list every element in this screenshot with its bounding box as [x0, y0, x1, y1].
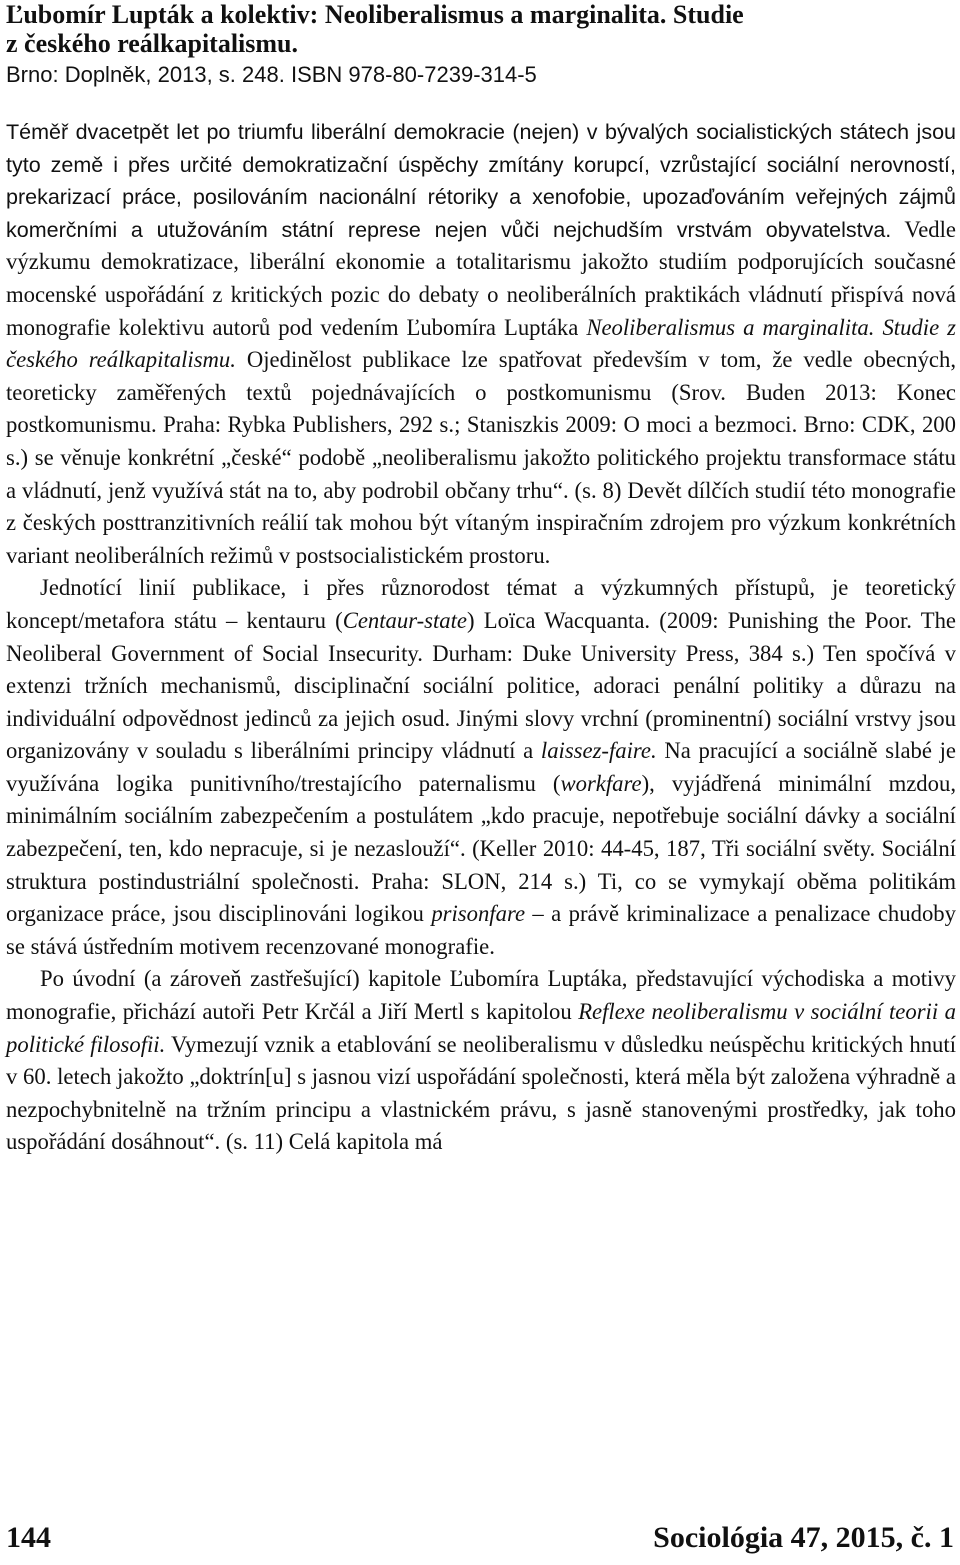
journal-citation: Sociológia 47, 2015, č. 1 [653, 1521, 954, 1554]
prisonfare-term: prisonfare [431, 901, 526, 927]
paragraph-1-text-b: Ojedinělost publikace lze spatřovat především v tom, že vedle obecných, teoreticky zaměřených textů pojednávajících o postkomunismu (Srov. Buden 2013: Konec postkomunismu. Praha: Rybka Publishers, 292 s.; Staniszkis 2009: O moci a bezmoci. Brno: CDK, 200 s.) se věnuje konkrétní „české“ podobě „neoliberalismu jakožto politického projektu transformace státu a vládnutí, jenž využívá stát na to, aby podrobil občany trhu“. (s. 8) Devět dílčích studií této monografie z českých posttranzitivních reálií tak mohou být vítaným inspiračním zdrojem pro výzkum konkrétních variant neoliberálních režimů v postsocialistickém prostoru. [6, 347, 957, 568]
paragraph-3-text-a: Po úvodní (a zároveň zastřešující) kapitole Ľubomíra Luptáka, představující východiska a motivy monografie, přichází autoři Petr Krčál a Jiří Mertl s kapitolou [6, 966, 956, 1025]
centaur-state-term: Centaur-state [342, 607, 468, 633]
paragraph-3 [6, 963, 956, 1159]
chapter-title: Reflexe neoliberalismu v sociální teorii a politické filosofii. [6, 999, 956, 1057]
review-heading [6, 0, 956, 58]
heading-line-1: Ľubomír Lupták a kolektiv: Neoliberalismus a marginalita. Studie [6, 0, 744, 29]
paragraph-2 [6, 572, 956, 963]
paragraph-3-text-b: Vymezují vznik a etablování se neoliberalismu v důsledku neúspěchu kritických hnutí v 60. letech jakožto „doktrín[u] s jasnou vizí uspořádání společnosti, která měla být založena výhradně a nezpochybnitelně na tržním principu a vlastnickém právu, s jasně stanovenými prostředky, jak toho uspořádání dosáhnout“. (s. 11) Celá kapitola má [6, 1031, 957, 1155]
page-number: 144 [6, 1521, 51, 1554]
paragraph-1-opening: Téměř dvacetpět let po triumfu liberální demokracie (nejen) v bývalých socialistických státech jsou tyto země i přes určité demokratizační úspěchy zmítány korupcí, vzrůstající sociální nerovností, prekarizací práce, posilováním nacionální rétoriky a xenofobie, upozaďováním veřejných zájmů komerčními a utužováním státní represe nejen vůči nejchudším vrstvám obyvatelstva. [6, 120, 956, 242]
page-footer [6, 1520, 954, 1556]
paragraph-2-text-e: – a právě kriminalizace a penalizace chudoby se stává ústředním motivem recenzované monografie. [6, 901, 956, 959]
paragraph-2-text-d: ), vyjádřená minimální mzdou, minimálním sociálním zabezpečením a postulátem „kdo pracuje, nepotřebuje sociální dávky a sociální zabezpečení, ten, kdo nepracuje, si je nezaslouží“. (Keller 2010: 44-45, 187, Tři sociální světy. Sociální struktura postindustriální společnosti. Praha: SLON, 214 s.) Ti, co se vymykají oběma politikám organizace práce, jsou disciplinováni logikou [6, 770, 956, 927]
paragraph-2-text-c: Na pracující a sociálně slabé je využívána logika punitivního/trestajícího paternalismu ( [6, 738, 956, 796]
paragraph-1 [6, 116, 956, 572]
page [6, 0, 956, 1159]
heading-line-2: z českého reálkapitalismu. [6, 29, 299, 58]
workfare-term: workfare [560, 770, 642, 796]
review-body [6, 116, 956, 1159]
laissez-faire-term: laissez-faire. [540, 738, 657, 764]
book-title: Neoliberalismus a marginalita. Studie z českého reálkapitalismu. [6, 314, 956, 373]
publication-info: Brno: Doplněk, 2013, s. 248. ISBN 978-80-7239-314-5 [6, 62, 537, 87]
paragraph-1-text-a: Vedle výzkumu demokratizace, liberální ekonomie a totalitarismu jakožto studiím podporujících současné mocenské uspořádání z kritických pozic do debaty o neoliberálních praktikách vládnutí přispívá nová monografie kolektivu autorů pod vedením Ľubomíra Luptáka [6, 216, 956, 340]
paragraph-2-text-a: Jednotící linií publikace, i přes různorodost témat a výzkumných přístupů, je teoretický koncept/metafora státu – kentauru ( [6, 575, 956, 633]
paragraph-2-text-b: ) Loïca Wacquanta. (2009: Punishing the Poor. The Neoliberal Government of Social Insecurity. Durham: Duke University Press, 384 s.) Ten spočívá v extenzi tržních mechanismů, disciplinační sociální politice, adoraci penální politiky a důrazu na individuální odpovědnost jedinců za jejich osud. Jinými slovy vrchní (prominentní) sociální vrstvy jsou organizovány v souladu s liberálními principy vládnutí a [6, 607, 956, 764]
